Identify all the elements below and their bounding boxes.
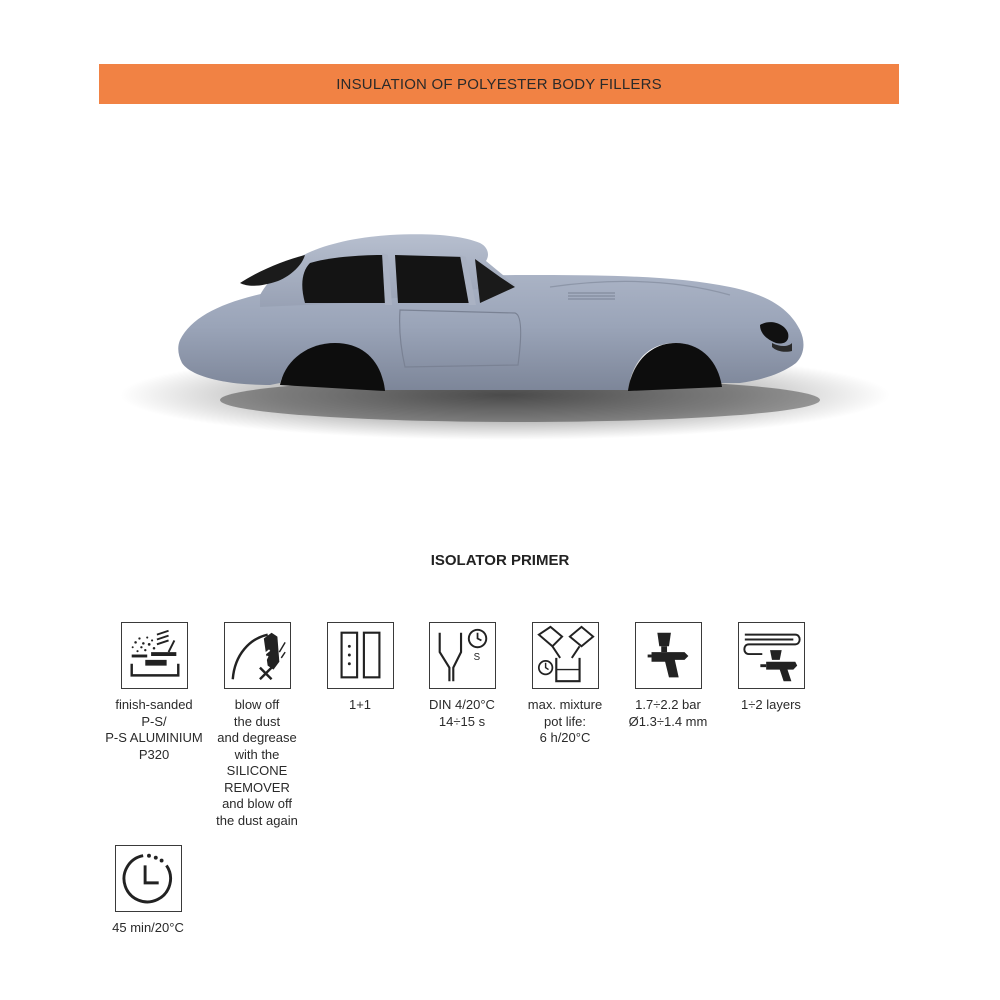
step-caption (505, 697, 625, 747)
caption-line: SILICONE (226, 763, 288, 778)
layers-icon (738, 622, 805, 689)
caption-line: the dust again (216, 812, 298, 828)
caption-line: P-S/ (141, 713, 167, 729)
caption-line: with the (234, 746, 280, 762)
banner-title: INSULATION OF POLYESTER BODY FILLERS (336, 75, 662, 93)
caption-line: max. mixture (527, 697, 603, 712)
step-viscosity (402, 622, 522, 730)
step-sanding (94, 622, 214, 763)
step-spray-gun (608, 622, 728, 730)
caption-line: blow off (234, 697, 280, 712)
step-blow-off (197, 622, 317, 829)
mixing-ratio-icon (327, 622, 394, 689)
step-caption (94, 697, 214, 763)
step-caption (197, 697, 317, 829)
pot-life-icon (532, 622, 599, 689)
caption-line: and blow off (222, 796, 292, 811)
caption-line: the dust (233, 713, 281, 729)
sanding-icon (121, 622, 188, 689)
caption-line: Ø1.3÷1.4 mm (628, 713, 708, 729)
section-title: ISOLATOR PRIMER (430, 552, 570, 569)
caption-line: 45 min/20°C (112, 920, 184, 935)
section-banner (99, 64, 899, 104)
spray-gun-icon (635, 622, 702, 689)
caption-line: and degrease (217, 730, 297, 745)
step-caption (711, 697, 831, 714)
caption-line: DIN 4/20°C (429, 697, 495, 712)
step-layers (711, 622, 831, 714)
caption-line: REMOVER (224, 779, 290, 795)
step-caption (608, 697, 728, 730)
svg-text:S: S (473, 651, 480, 663)
blow-off-icon (224, 622, 291, 689)
caption-line: P320 (138, 746, 170, 762)
caption-line: 1.7÷2.2 bar (635, 697, 701, 712)
caption-line: 1÷2 layers (741, 697, 801, 712)
step-caption (88, 920, 208, 937)
caption-line: finish-sanded (115, 697, 193, 712)
drying-time-icon (115, 845, 182, 912)
step-pot-life (505, 622, 625, 747)
caption-line: P-S ALUMINIUM (105, 730, 203, 745)
car-body-image (120, 215, 890, 455)
caption-line: 1+1 (348, 697, 372, 712)
viscosity-cup-icon (429, 622, 496, 689)
caption-line: pot life: (544, 713, 586, 729)
caption-line: 6 h/20°C (539, 730, 591, 745)
caption-line: 14÷15 s (438, 713, 486, 729)
step-drying-time (88, 845, 208, 937)
step-caption (402, 697, 522, 730)
